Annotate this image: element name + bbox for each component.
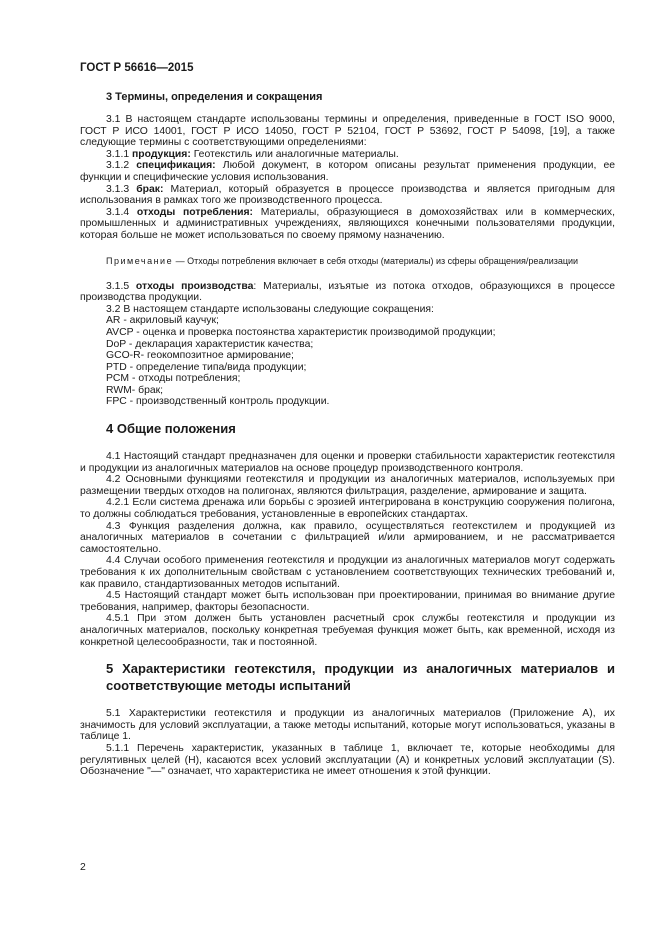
term-3-1-5: [80, 281, 615, 304]
paragraph-5-1: 5.1 Характеристики геотекстиля и продукции из аналогичных материалов (Приложение А), их значимость для условий эксплуатации, а также методы испытаний, которые могут использоваться, указаны в таблице 1.: [80, 708, 615, 743]
abbreviation-item: FPC - производственный контроль продукции.: [106, 396, 330, 408]
paragraph-4-5: 4.5 Настоящий стандарт может быть использован при проектировании, принимая во внимание другие требования, например, факторы безопасности.: [80, 590, 615, 613]
paragraph-4-2: 4.2 Основными функциями геотекстиля и продукции из аналогичных материалов, используемых при размещении твердых отходов на полигонах, являются фильтрация, разделение, армирование и защита.: [80, 474, 615, 497]
abbreviation-item: PCM - отходы потребления;: [106, 373, 241, 385]
paragraph-4-4: 4.4 Случаи особого применения геотекстиля и продукции из аналогичных материалов могут содержать требования к их дополнительным свойствам с установлением соответствующих технических требований и, как правило, стандартизованных методов испытаний.: [80, 555, 615, 590]
abbreviation-item: RWM- брак;: [106, 384, 164, 396]
abbreviation-item: AVCP - оценка и проверка постоянства характеристик производимой продукции;: [106, 326, 496, 338]
note: [80, 256, 615, 267]
term-name: продукция:: [132, 148, 191, 160]
term-name: брак:: [136, 183, 164, 195]
abbreviation-item: GCO-R- геокомпозитное армирование;: [106, 350, 294, 362]
section-4-heading: 4 Общие положения: [106, 421, 236, 437]
term-definition: Любой документ, в котором описаны результат применения продукции, ее функции и специфические условия использования.: [80, 160, 616, 183]
section-5-heading: 5 Характеристики геотекстиля, продукции из аналогичных материалов и соответствующие методы испытаний: [106, 661, 615, 694]
paragraph-4-5-1: 4.5.1 При этом должен быть установлен расчетный срок службы геотекстиля и продукции из аналогичных материалов, поскольку конкретная требуемая функция может быть, как временной, исходя из конкретной целесообразности, так и постоянной.: [80, 613, 615, 648]
document-id: ГОСТ Р 56616—2015: [80, 62, 194, 74]
page-content: [80, 90, 615, 778]
paragraph-5-1-1: 5.1.1 Перечень характеристик, указанных в таблице 1, включает те, которые необходимы для регулятивных целей (Н), касаются всех условий эксплуатации (А) и конкретных условий эксплуатации (S). Обозначение "—" означает, что характеристика не имеет отношения к этой функции.: [80, 742, 615, 778]
paragraph-4-3: 4.3 Функция разделения должна, как правило, осуществляться геотекстилем и продукцией из аналогичных материалов в сочетании с фильтрацией и/или армированием, и не рассматривается самостоятельно.: [80, 520, 615, 555]
page-number: 2: [80, 862, 86, 873]
abbreviation-item: DoP - декларация характеристик качества;: [106, 338, 314, 350]
term-3-1-4: [80, 207, 615, 242]
paragraph-3-1: 3.1 В настоящем стандарте использованы термины и определения, приведенные в ГОСТ ISO 9000, ГОСТ Р ИСО 14001, ГОСТ Р ИСО 14050, ГОСТ Р 52104, ГОСТ Р 53692, ГОСТ Р 54098, [19], а также следующие термины с соответствующими определениями:: [80, 114, 615, 149]
section-3-heading: 3 Термины, определения и сокращения: [106, 91, 323, 103]
term-number: 3.1.3: [106, 183, 137, 195]
term-number: 3.1.1: [106, 148, 132, 160]
term-definition: Материал, который образуется в процессе производства и является пригодным для использования в рамках того же производственного процесса.: [80, 183, 615, 207]
term-definition: Материалы, образующиеся в домохозяйствах или в коммерческих, промышленных и административных учреждениях, являющихся конечными пользователями продукции, которая больше не может использоваться по своему прямому назначению.: [80, 206, 616, 241]
term-3-1-2: [80, 160, 615, 183]
term-number: 3.1.4: [106, 206, 137, 218]
term-number: 3.1.5: [106, 280, 136, 292]
term-name: отходы потребления:: [136, 206, 254, 218]
abbreviation-item: PTD - определение типа/вида продукции;: [106, 361, 307, 373]
term-definition: Геотекстиль или аналогичные материалы.: [190, 148, 399, 160]
term-definition: : Материалы, изъятые из потока отходов, образующихся в процессе производства продукции.: [80, 280, 615, 304]
note-text: — Отходы потребления включает в себя отходы (материалы) из сферы обращения/реализации: [173, 255, 579, 266]
note-label: Примечание: [106, 255, 174, 266]
term-name: спецификация:: [136, 160, 216, 172]
term-3-1-1: [80, 149, 615, 161]
abbreviation-item: AR - акриловый каучук;: [106, 315, 219, 327]
paragraph-4-2-1: 4.2.1 Если система дренажа или борьбы с эрозией интегрирована в конструкцию сооружения полигона, то должны соблюдаться требования, установленные в европейских стандартах.: [80, 497, 615, 521]
term-3-1-3: [80, 184, 615, 207]
paragraph-3-2: 3.2 В настоящем стандарте использованы следующие сокращения:: [106, 303, 434, 315]
paragraph-4-1: 4.1 Настоящий стандарт предназначен для оценки и проверки стабильности характеристик геотекстиля и продукции из аналогичных материалов на основе процедур производственного контроля.: [80, 451, 615, 474]
term-number: 3.1.2: [106, 160, 137, 172]
term-name: отходы производства: [135, 280, 254, 292]
